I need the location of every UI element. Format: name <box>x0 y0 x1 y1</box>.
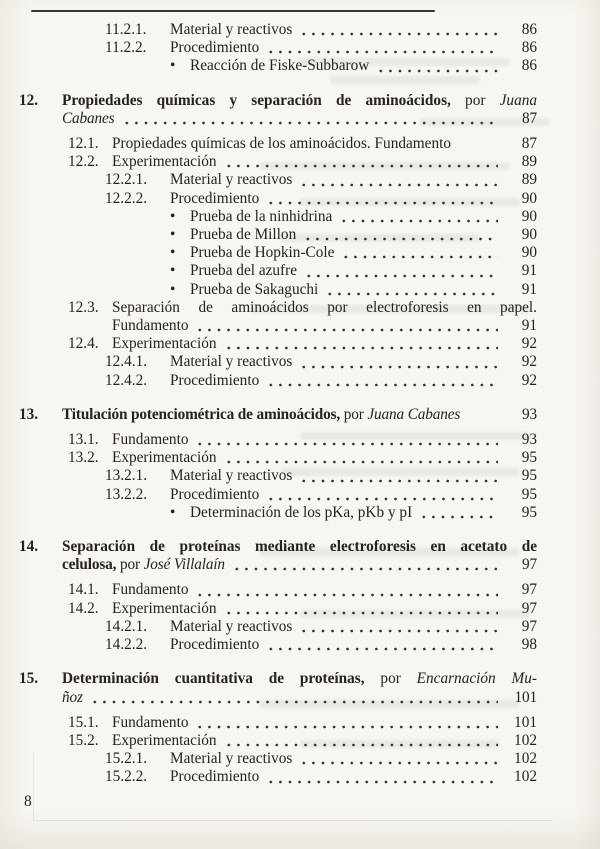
page-ref: 93 <box>522 405 537 423</box>
dot-leader <box>195 724 498 730</box>
entry-line <box>112 714 537 732</box>
entry-number: 14.2.1. <box>105 617 148 635</box>
entry-text <box>112 135 451 153</box>
toc-row-bullet <box>19 57 537 75</box>
entry-number: 12. <box>19 91 39 109</box>
entry-line <box>62 689 537 707</box>
toc-row-11-2-2 <box>19 39 537 57</box>
toc-row-14 <box>19 538 537 574</box>
toc-row-14-2-1 <box>19 618 537 636</box>
text-segment: Prueba de Millon <box>190 226 297 244</box>
bullet-icon: • <box>170 226 176 244</box>
page-ref: 87 <box>521 135 537 153</box>
page-ref: 102 <box>514 750 537 768</box>
entry-line <box>170 768 537 786</box>
dot-leader <box>299 364 498 370</box>
dot-leader <box>266 779 498 785</box>
toc-row-14-2-2 <box>19 636 537 654</box>
text-segment: por <box>116 556 144 574</box>
text-segment: José Villalaín <box>143 556 225 574</box>
page-ref: 91 <box>521 280 537 298</box>
entry-content <box>112 299 537 335</box>
dot-leader <box>339 218 498 224</box>
scan-edge-line-top <box>31 10 435 12</box>
text-segment: Propiedades químicas y separación de aminoácidos, <box>62 91 451 109</box>
entry-line <box>170 618 537 636</box>
entry-text <box>112 335 217 353</box>
entry-number: 12.3. <box>68 298 99 316</box>
page-ref: 92 <box>521 371 537 389</box>
dot-leader <box>224 345 499 351</box>
entry-content <box>112 714 537 732</box>
dot-leader <box>224 610 499 616</box>
entry-number: 13. <box>19 405 39 423</box>
entry-line <box>170 171 537 189</box>
text-segment: Material y reactivos <box>170 617 293 635</box>
entry-number: 15.2. <box>68 731 99 749</box>
page-ref: 98 <box>521 636 537 654</box>
entry-content <box>170 353 537 371</box>
entry-number: 14. <box>19 538 39 556</box>
entry-content <box>170 467 537 485</box>
toc-row-bullet <box>19 262 537 280</box>
entry-number: 13.1. <box>68 431 99 449</box>
bullet-icon: • <box>170 244 176 262</box>
entry-number: 12.4. <box>68 335 99 353</box>
entry-content <box>170 21 537 39</box>
text-segment: Prueba del azufre <box>190 262 298 280</box>
entry-content <box>112 600 537 618</box>
dot-leader <box>195 441 498 447</box>
entry-number: 12.1. <box>68 135 99 153</box>
toc-row-15-2 <box>19 732 537 750</box>
entry-line <box>112 299 537 317</box>
toc-row-12-2-1 <box>19 171 537 189</box>
entry-line <box>62 556 537 574</box>
dot-leader <box>299 182 498 188</box>
dot-leader <box>266 646 498 652</box>
entry-line <box>62 538 537 556</box>
page-ref: 95 <box>521 503 537 521</box>
entry-content <box>170 750 537 768</box>
entry-line <box>190 57 537 75</box>
toc-row-15-2-1 <box>19 750 537 768</box>
page-ref: 102 <box>514 731 537 749</box>
text-segment: Prueba de Sakaguchi <box>190 280 319 298</box>
text-segment: Titulación potenciométrica de aminoácidos, <box>62 405 341 423</box>
entry-content <box>170 768 537 786</box>
entry-text <box>112 581 188 599</box>
entry-text <box>190 208 332 226</box>
entry-content <box>190 57 537 75</box>
entry-line <box>170 750 537 768</box>
entry-content <box>170 486 537 504</box>
dot-leader <box>90 699 498 705</box>
bullet-icon: • <box>170 503 176 521</box>
entry-line <box>170 353 537 371</box>
toc-row-15-2-2 <box>19 768 537 786</box>
entry-content <box>62 92 537 128</box>
text-segment: Procedimiento <box>170 636 260 654</box>
entry-text <box>170 372 259 390</box>
dot-leader <box>224 742 499 748</box>
entry-line <box>170 372 537 390</box>
text-segment: Material y reactivos <box>170 750 293 768</box>
toc-row-12-4 <box>19 335 537 353</box>
toc-row-13-2-1 <box>19 467 537 485</box>
entry-line <box>190 262 537 280</box>
toc-row-14-1 <box>19 581 537 599</box>
entry-text <box>170 353 292 371</box>
dot-leader <box>419 514 498 520</box>
toc-row-12-1 <box>19 135 537 153</box>
page-ref: 86 <box>521 39 537 57</box>
entry-text <box>190 226 296 244</box>
text-segment: Separación de aminoácidos por electroforesis en papel. <box>112 298 537 316</box>
toc-row-12-2 <box>19 153 537 171</box>
page-ref: 97 <box>521 617 537 635</box>
entry-text <box>170 486 259 504</box>
toc-row-bullet <box>19 244 537 262</box>
entry-number: 12.4.1. <box>105 353 148 371</box>
toc-row-13 <box>19 406 537 424</box>
page-ref: 101 <box>514 688 537 706</box>
page-ref: 92 <box>521 353 537 371</box>
entry-line <box>190 226 537 244</box>
entry-number: 14.2. <box>68 599 99 617</box>
dot-leader <box>224 163 499 169</box>
entry-number: 14.2.2. <box>105 636 148 654</box>
dot-leader <box>325 291 498 297</box>
text-segment: Separación de proteínas mediante electroforesis en acetato de <box>62 538 537 556</box>
entry-content <box>170 171 537 189</box>
entry-text <box>170 467 292 485</box>
entry-number: 13.2. <box>68 449 99 467</box>
bullet-icon: • <box>170 207 176 225</box>
page-ref: 95 <box>521 467 537 485</box>
toc-row-14-2 <box>19 600 537 618</box>
entry-line <box>170 636 537 654</box>
page-ref: 95 <box>521 449 537 467</box>
toc-row-15 <box>19 670 537 706</box>
entry-text <box>62 556 225 574</box>
entry-text <box>170 190 259 208</box>
page-ref: 102 <box>514 768 537 786</box>
entry-number: 12.2. <box>68 153 99 171</box>
dot-leader <box>195 592 498 598</box>
entry-text <box>170 21 292 39</box>
dot-leader <box>224 459 499 465</box>
page-ref: 89 <box>521 153 537 171</box>
dot-leader <box>232 566 498 572</box>
entry-text <box>170 768 259 786</box>
text-segment: por <box>450 91 500 109</box>
text-segment: Material y reactivos <box>170 467 293 485</box>
entry-line <box>170 39 537 57</box>
entry-number: 13.2.1. <box>105 467 148 485</box>
entry-line <box>190 208 537 226</box>
toc-row-bullet <box>19 281 537 299</box>
entry-number: 15.2.1. <box>105 750 148 768</box>
entry-text <box>190 262 297 280</box>
scan-edge-line-left <box>33 752 34 820</box>
entry-content <box>112 135 537 153</box>
entry-text <box>190 504 412 522</box>
text-segment: Prueba de la ninhidrina <box>190 207 333 225</box>
entry-text <box>170 39 259 57</box>
page-ref: 90 <box>521 189 537 207</box>
page-ref: 92 <box>521 335 537 353</box>
entry-line <box>112 449 537 467</box>
entry-text <box>190 57 369 75</box>
entry-number: 15. <box>19 670 39 688</box>
scan-edge-line-bottom <box>33 820 553 821</box>
text-segment: Material y reactivos <box>170 21 293 38</box>
entry-line <box>112 317 537 335</box>
toc-row-12-2-2 <box>19 190 537 208</box>
text-segment: Experimentación <box>112 335 217 353</box>
page-ref: 91 <box>521 262 537 280</box>
dot-leader <box>304 273 498 279</box>
entry-content <box>190 226 537 244</box>
entry-line <box>190 281 537 299</box>
text-segment: Procedimiento <box>170 189 260 207</box>
text-segment: Propiedades químicas de los aminoácidos. Fundamento <box>112 135 452 153</box>
entry-content <box>62 538 537 574</box>
entry-content <box>190 208 537 226</box>
page-ref: 90 <box>521 226 537 244</box>
entry-text <box>190 244 334 262</box>
entry-text <box>112 317 188 335</box>
text-segment: Experimentación <box>112 731 217 749</box>
text-segment: Material y reactivos <box>170 171 293 189</box>
entry-content <box>190 281 537 299</box>
entry-text <box>62 689 83 707</box>
dot-leader <box>299 478 498 484</box>
text-segment: Fundamento <box>112 317 189 335</box>
text-segment: Fundamento <box>112 431 189 449</box>
entry-number: 13.2.2. <box>105 485 148 503</box>
entry-text <box>112 600 217 618</box>
entry-text <box>62 110 115 128</box>
text-segment: Experimentación <box>112 153 217 171</box>
page-ref: 87 <box>522 109 537 127</box>
entry-content <box>62 670 537 706</box>
text-segment: Juana Cabanes <box>367 405 461 423</box>
entry-line <box>170 190 537 208</box>
toc-row-bullet <box>19 226 537 244</box>
page-ref: 86 <box>521 21 537 38</box>
toc-row-12-4-1 <box>19 353 537 371</box>
entry-line <box>190 504 537 522</box>
page-ref: 101 <box>514 713 537 731</box>
entry-text <box>190 281 318 299</box>
entry-content <box>112 449 537 467</box>
toc-row-15-1 <box>19 714 537 732</box>
dot-leader <box>299 31 498 37</box>
entry-line <box>112 153 537 171</box>
entry-number: 11.2.2. <box>105 39 147 57</box>
entry-line <box>112 600 537 618</box>
entry-text <box>112 299 537 316</box>
entry-text <box>62 406 460 424</box>
toc-row-12 <box>19 92 537 128</box>
text-segment: Encarnación Mu- <box>416 670 537 688</box>
entry-number: 11.2.1. <box>105 21 147 38</box>
dot-leader <box>376 68 498 74</box>
text-segment: por <box>340 405 368 423</box>
footer-page-number: 8 <box>24 793 32 810</box>
text-segment: celulosa, <box>62 556 117 574</box>
page-ref: 86 <box>521 57 537 75</box>
entry-text <box>112 153 217 171</box>
text-segment: Material y reactivos <box>170 353 293 371</box>
entry-content <box>112 335 537 353</box>
entry-line <box>190 244 537 262</box>
entry-content <box>112 581 537 599</box>
toc-list <box>0 21 600 787</box>
entry-number: 15.1. <box>68 713 99 731</box>
page-ref: 90 <box>521 207 537 225</box>
toc-row-13-2-2 <box>19 486 537 504</box>
text-segment: Determinación de los pKa, pKb y pI <box>190 503 413 521</box>
text-segment: Determinación cuantitativa de proteínas, <box>62 670 365 688</box>
toc-row-13-2 <box>19 449 537 467</box>
dot-leader <box>266 49 498 55</box>
toc-row-11-2-1 <box>19 21 537 39</box>
entry-text <box>170 618 292 636</box>
text-segment: Juana <box>499 91 538 109</box>
entry-content <box>112 732 537 750</box>
text-segment: Procedimiento <box>170 39 260 57</box>
text-segment: por <box>364 670 417 688</box>
entry-content <box>62 406 537 424</box>
text-segment: Procedimiento <box>170 768 260 786</box>
page-ref: 95 <box>521 485 537 503</box>
entry-line <box>62 406 537 424</box>
page-ref: 97 <box>521 581 537 599</box>
bullet-icon: • <box>170 280 176 298</box>
entry-content <box>170 636 537 654</box>
text-segment: ñoz <box>62 688 83 706</box>
dot-leader <box>341 254 498 260</box>
entry-text <box>170 750 292 768</box>
entry-number: 12.2.2. <box>105 189 148 207</box>
page-ref: 93 <box>521 431 537 449</box>
entry-content <box>190 262 537 280</box>
entry-content <box>170 39 537 57</box>
dot-leader <box>303 236 498 242</box>
entry-line <box>112 135 537 153</box>
toc-row-13-1 <box>19 431 537 449</box>
dot-leader <box>266 496 498 502</box>
text-segment: Fundamento <box>112 581 189 599</box>
entry-text <box>62 92 537 109</box>
text-segment: Procedimiento <box>170 485 260 503</box>
entry-number: 14.1. <box>68 581 99 599</box>
entry-line <box>112 732 537 750</box>
text-segment: Cabanes <box>62 109 115 127</box>
entry-line <box>170 486 537 504</box>
page-ref: 89 <box>521 171 537 189</box>
toc-row-12-3 <box>19 299 537 335</box>
entry-text <box>62 670 537 687</box>
text-segment: Reacción de Fiske-Subbarow <box>190 57 370 75</box>
text-segment: Experimentación <box>112 599 217 617</box>
entry-line <box>170 21 537 39</box>
entry-content <box>112 431 537 449</box>
bullet-icon: • <box>170 262 176 280</box>
entry-content <box>170 618 537 636</box>
entry-text <box>170 636 259 654</box>
entry-text <box>112 732 217 750</box>
entry-text <box>112 714 188 732</box>
entry-number: 12.2.1. <box>105 171 148 189</box>
dot-leader <box>266 200 498 206</box>
entry-content <box>170 372 537 390</box>
dot-leader <box>266 382 498 388</box>
entry-text <box>112 449 217 467</box>
entry-line <box>112 431 537 449</box>
entry-content <box>190 504 537 522</box>
dot-leader <box>299 628 498 634</box>
entry-content <box>170 190 537 208</box>
text-segment: Procedimiento <box>170 371 260 389</box>
toc-row-bullet <box>19 208 537 226</box>
dot-leader <box>195 327 498 333</box>
toc-row-12-4-2 <box>19 372 537 390</box>
entry-line <box>62 92 537 110</box>
toc-row-bullet <box>19 504 537 522</box>
bullet-icon: • <box>170 57 176 75</box>
entry-number: 15.2.2. <box>105 768 148 786</box>
entry-text <box>62 538 537 555</box>
entry-line <box>170 467 537 485</box>
dot-leader <box>299 760 498 766</box>
entry-content <box>112 153 537 171</box>
entry-number: 12.4.2. <box>105 371 148 389</box>
entry-line <box>62 670 537 688</box>
page-ref: 97 <box>521 599 537 617</box>
text-segment: Experimentación <box>112 449 217 467</box>
page-ref: 90 <box>521 244 537 262</box>
page-ref: 97 <box>522 556 537 574</box>
entry-line <box>112 581 537 599</box>
entry-text <box>170 171 292 189</box>
text-segment: Prueba de Hopkin-Cole <box>190 244 335 262</box>
dot-leader <box>122 120 499 126</box>
entry-content <box>190 244 537 262</box>
text-segment: Fundamento <box>112 713 189 731</box>
entry-text <box>112 431 188 449</box>
page-ref: 91 <box>521 317 537 335</box>
entry-line <box>62 110 537 128</box>
entry-line <box>112 335 537 353</box>
